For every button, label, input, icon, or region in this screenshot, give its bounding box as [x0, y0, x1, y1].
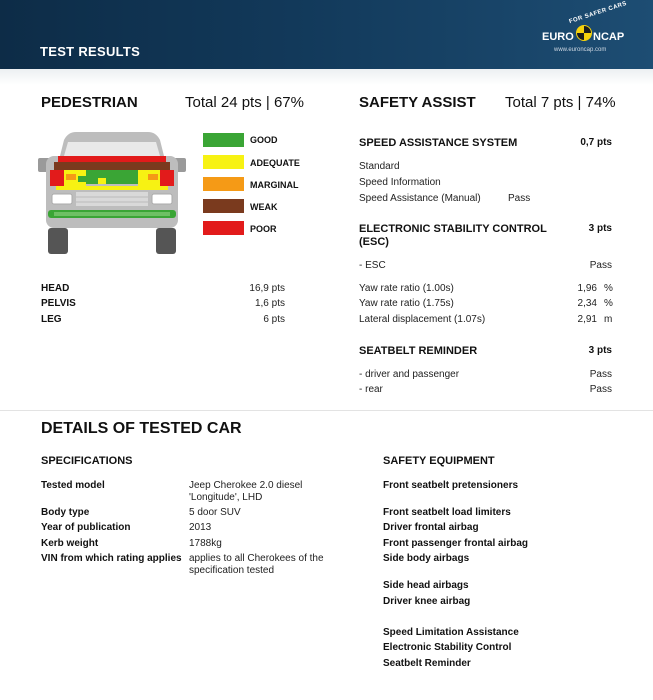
header-shadow-band [0, 69, 653, 85]
spec-label-vin: VIN from which rating applies [41, 553, 182, 564]
equipment-item: Front seatbelt pretensioners [383, 480, 519, 491]
score-label-pelvis: PELVIS [41, 298, 76, 309]
left-headlamp [52, 194, 72, 204]
hood-poor-left [50, 170, 64, 186]
grille [76, 192, 148, 206]
safety-assist-title: SAFETY ASSIST [359, 94, 476, 111]
safety-assist-total: Total 7 pts | 74% [505, 94, 616, 111]
logo-url: www.euroncap.com [554, 47, 607, 53]
esc-row-label: - ESC [359, 260, 386, 271]
seatbelt-row-rear: - rear [359, 384, 383, 395]
hood-marginal-right [148, 174, 158, 180]
pedestrian-total: Total 24 pts | 67% [185, 94, 304, 111]
windshield [64, 142, 160, 156]
header-banner [0, 0, 653, 69]
speed-assistance-heading: SPEED ASSISTANCE SYSTEM [359, 137, 518, 149]
details-title: DETAILS OF TESTED CAR [41, 420, 242, 437]
esc-yaw-100-label: Yaw rate ratio (1.00s) [359, 283, 454, 294]
hood-marginal-left [66, 174, 76, 180]
spec-label-model: Tested model [41, 480, 105, 491]
score-value-leg: 6 pts [263, 314, 285, 325]
legend-label-weak: WEAK [250, 202, 278, 212]
logo-tagline: FOR SAFER CARS [568, 0, 628, 26]
right-wheel [156, 228, 176, 254]
hood-good-center [86, 170, 138, 184]
seatbelt-row-driver-value: Pass [589, 369, 612, 380]
spec-label-body: Body type [41, 507, 90, 518]
equipment-item: Electronic Stability Control [383, 642, 512, 653]
esc-lateral-value: 2,91 [577, 314, 597, 325]
spec-value-weight: 1788kg [189, 538, 222, 549]
esc-heading-line2: (ESC) [359, 236, 389, 248]
euroncap-logo [542, 0, 634, 60]
hood-good-patch [78, 176, 86, 182]
speed-row-information: Speed Information [359, 177, 441, 188]
esc-lateral-label: Lateral displacement (1.07s) [359, 314, 486, 325]
esc-row-value: Pass [589, 260, 612, 271]
page-title: TEST RESULTS [40, 44, 141, 59]
esc-lateral-unit: m [604, 314, 613, 325]
esc-yaw-100-value: 1,96 [577, 283, 597, 294]
hood-weak-band [54, 162, 170, 170]
legend-swatch-good [203, 133, 244, 147]
spec-label-weight: Kerb weight [41, 538, 99, 549]
equipment-item: Side head airbags [383, 580, 469, 591]
legend-swatch-poor [203, 221, 244, 235]
score-label-head: HEAD [41, 283, 70, 294]
spec-value-body: 5 door SUV [189, 507, 241, 518]
esc-heading-line1: ELECTRONIC STABILITY CONTROL [359, 223, 547, 235]
esc-yaw-100-unit: % [604, 283, 613, 294]
hood-adequate-patch [98, 178, 106, 184]
equipment-item: Seatbelt Reminder [383, 658, 471, 669]
speed-row-standard: Standard [359, 161, 400, 172]
equipment-item: Front seatbelt load limiters [383, 507, 511, 518]
hood-adequate-lower [56, 186, 168, 190]
spec-label-year: Year of publication [41, 522, 131, 533]
equipment-item: Driver knee airbag [383, 596, 471, 607]
speed-row-manual-value: Pass [508, 193, 531, 204]
hood-poor-right [160, 170, 174, 186]
esc-pts: 3 pts [588, 223, 612, 234]
speed-row-manual: Speed Assistance (Manual) [359, 193, 481, 204]
right-headlamp [152, 194, 172, 204]
score-value-head: 16,9 pts [249, 283, 285, 294]
logo-brand-right: NCAP [593, 31, 625, 43]
seatbelt-row-rear-value: Pass [589, 384, 612, 395]
legend-label-poor: POOR [250, 224, 277, 234]
car-front-diagram [36, 128, 188, 256]
hood-poor-top [58, 156, 166, 162]
score-label-leg: LEG [41, 314, 62, 325]
left-wheel [48, 228, 68, 254]
safety-equipment-heading: SAFETY EQUIPMENT [383, 455, 495, 467]
logo-mark-icon [576, 25, 592, 41]
legend-swatch-marginal [203, 177, 244, 191]
legend-swatch-adequate [203, 155, 244, 169]
score-value-pelvis: 1,6 pts [254, 298, 285, 309]
bumper-inner [54, 212, 170, 216]
pedestrian-title: PEDESTRIAN [41, 94, 138, 111]
legend-swatch-weak [203, 199, 244, 213]
logo-brand-left: EURO [542, 31, 574, 43]
spec-value-model: Jeep Cherokee 2.0 diesel 'Longitude', LHD [189, 480, 303, 503]
spec-value-year: 2013 [189, 522, 212, 533]
legend-label-good: GOOD [250, 135, 278, 145]
equipment-item: Driver frontal airbag [383, 522, 479, 533]
esc-yaw-175-label: Yaw rate ratio (1.75s) [359, 298, 454, 309]
legend-label-marginal: MARGINAL [250, 180, 299, 190]
equipment-item: Front passenger frontal airbag [383, 538, 529, 549]
seatbelt-row-driver: - driver and passenger [359, 369, 460, 380]
seatbelt-pts: 3 pts [588, 345, 612, 356]
specifications-heading: SPECIFICATIONS [41, 455, 133, 467]
section-divider [0, 410, 653, 411]
speed-assistance-pts: 0,7 pts [580, 137, 612, 148]
legend-label-adequate: ADEQUATE [250, 158, 300, 168]
spec-value-vin: applies to all Cherokees of the specification tested [189, 553, 324, 576]
equipment-item: Side body airbags [383, 553, 470, 564]
esc-yaw-175-unit: % [604, 298, 613, 309]
esc-yaw-175-value: 2,34 [577, 298, 597, 309]
equipment-item: Speed Limitation Assistance [383, 627, 519, 638]
seatbelt-heading: SEATBELT REMINDER [359, 345, 478, 357]
